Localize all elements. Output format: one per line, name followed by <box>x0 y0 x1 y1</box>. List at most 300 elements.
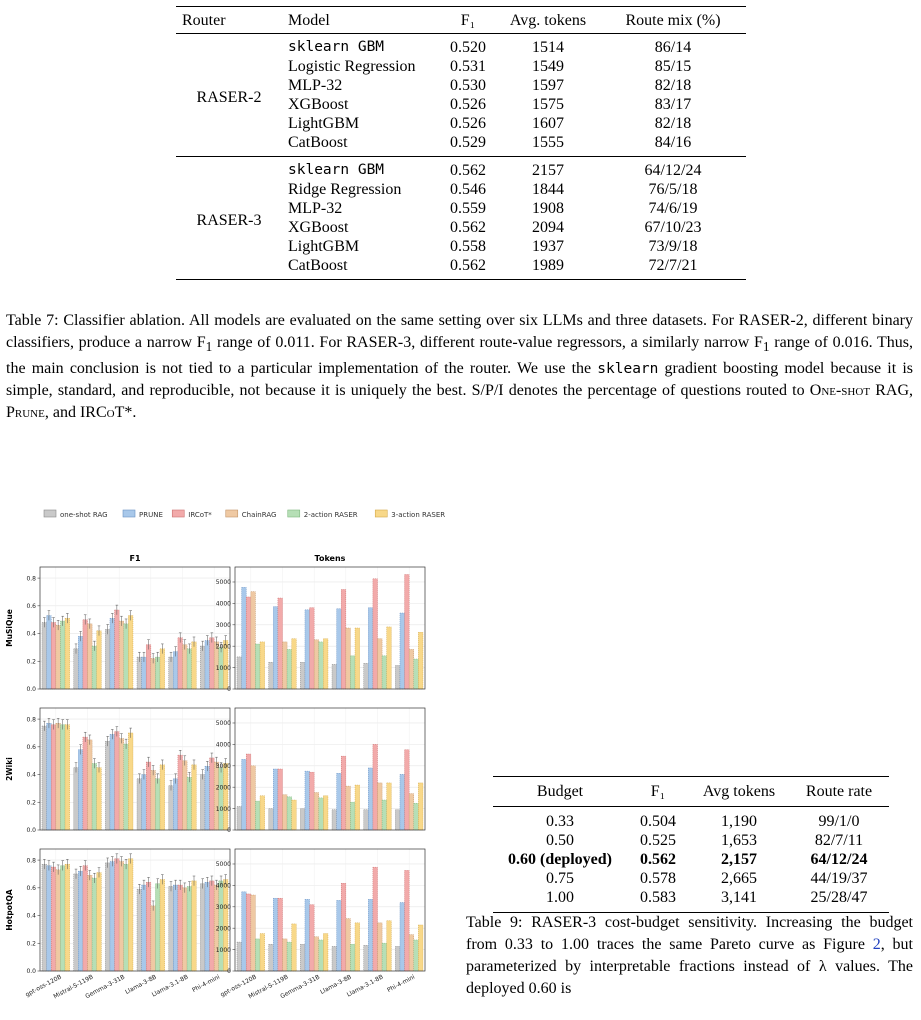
bar <box>283 642 288 689</box>
bar <box>305 771 310 830</box>
y-tick-label: 2000 <box>215 925 231 933</box>
bar <box>409 794 414 830</box>
table7-header-model: Model <box>288 12 330 29</box>
bar <box>323 934 328 971</box>
bar <box>115 610 120 689</box>
bar <box>273 607 278 689</box>
bar <box>414 659 419 689</box>
bar <box>319 798 324 830</box>
bar <box>237 942 242 971</box>
subscript: 1 <box>762 339 770 355</box>
bar <box>260 642 265 689</box>
bar <box>92 763 97 830</box>
tokens-value: 2157 <box>532 162 564 179</box>
bar <box>78 750 83 830</box>
route-mix-value: 64/12/24 <box>644 162 702 179</box>
bar <box>269 662 274 689</box>
bar <box>387 627 392 689</box>
tokens-value: 2,665 <box>721 870 757 887</box>
method-name: IRCoT <box>79 404 125 422</box>
model-name: Ridge Regression <box>288 181 402 198</box>
bar <box>97 873 102 971</box>
bar <box>214 762 219 830</box>
bar <box>242 587 247 689</box>
bar <box>387 921 392 971</box>
bar <box>146 645 151 689</box>
bar <box>382 800 387 830</box>
caption-text: range of <box>212 334 276 351</box>
bar <box>355 785 360 830</box>
caption-text: , and <box>44 404 80 422</box>
router-label: RASER-2 <box>196 88 262 106</box>
y-tick-label: 0.0 <box>26 827 36 835</box>
bar <box>60 866 65 971</box>
bar <box>305 610 310 689</box>
model-name: Logistic Regression <box>288 58 416 75</box>
bar <box>409 649 414 689</box>
table9-header-f1: F₁ <box>650 783 666 800</box>
caption-number: 1.00 <box>561 936 589 953</box>
bar <box>292 800 297 830</box>
caption-text: RAG, <box>870 382 913 400</box>
y-tick-label: 2000 <box>215 643 231 651</box>
table-row <box>176 157 746 181</box>
bar <box>105 629 110 689</box>
bar <box>178 638 183 689</box>
bar <box>128 733 133 830</box>
table-row <box>493 831 889 850</box>
bar <box>119 861 124 971</box>
y-tick-label: 1000 <box>215 805 231 813</box>
route-mix-value: 83/17 <box>654 96 692 113</box>
table-row <box>493 807 889 832</box>
f1-value: 0.525 <box>640 832 676 849</box>
table9-caption <box>466 912 913 1000</box>
y-tick-label: 2000 <box>215 784 231 792</box>
f1-value: 0.558 <box>450 238 486 255</box>
row-label: 2Wiki <box>5 757 14 781</box>
tokens-value: 1597 <box>532 77 564 94</box>
bar <box>78 871 83 971</box>
method-name: One-shot <box>809 382 871 400</box>
y-tick-label: 4000 <box>215 741 231 749</box>
x-tick-label: Llama-3-8B <box>319 973 353 996</box>
tokens-value: 1,190 <box>721 813 757 830</box>
bar <box>251 592 256 689</box>
bar <box>187 649 192 689</box>
router-label: RASER-3 <box>196 211 262 229</box>
bar <box>183 645 188 689</box>
bar <box>173 652 178 689</box>
bar <box>88 740 93 830</box>
bar <box>310 608 315 689</box>
bar <box>382 656 387 689</box>
bar <box>346 919 351 971</box>
bar <box>142 885 147 971</box>
x-tick-label: gpt-oss-120B <box>24 973 63 999</box>
table9-header-tokens: Avg tokens <box>702 783 776 800</box>
x-tick-label: Phi-4-mini <box>191 973 222 994</box>
model-name: CatBoost <box>288 134 348 151</box>
table7-header-row <box>176 7 746 34</box>
route-mix-value: 85/15 <box>654 58 692 75</box>
bar <box>287 797 292 830</box>
bar <box>355 628 360 689</box>
f1-value: 0.520 <box>450 39 486 56</box>
bar <box>246 754 251 830</box>
legend-label: 2-action RASER <box>303 511 358 519</box>
bar <box>210 881 215 971</box>
bar <box>200 884 205 971</box>
x-tick-label: Llama-3.1-8B <box>345 973 385 999</box>
bar <box>405 750 410 830</box>
budget-value: 0.50 <box>546 832 574 849</box>
bar <box>74 874 79 971</box>
y-tick-label: 0.8 <box>26 857 36 865</box>
bar <box>128 616 133 689</box>
bar <box>323 639 328 689</box>
x-tick-label: Phi-4-mini <box>386 973 417 994</box>
table9-header-route-rate: Route rate <box>805 783 873 800</box>
bar <box>418 783 423 830</box>
y-tick-label: 0.8 <box>26 575 36 583</box>
y-tick-label: 1000 <box>215 664 231 672</box>
f1-value: 0.531 <box>450 58 486 75</box>
bar <box>56 723 61 830</box>
bar <box>187 886 192 971</box>
route-rate-value: 64/12/24 <box>810 851 868 868</box>
method-name: Prune <box>6 404 45 422</box>
bar <box>269 944 274 971</box>
table-row-deployed <box>493 850 889 869</box>
f1-value: 0.562 <box>450 162 486 179</box>
f1-value: 0.546 <box>450 181 486 198</box>
caption-text: , but parameterized by interpretable fractions instead of λ values. The deployed <box>466 936 913 997</box>
bar <box>83 866 88 971</box>
caption-text: traces the same Pareto curve as Figure <box>589 936 873 953</box>
bar <box>169 786 174 830</box>
bar <box>110 861 115 971</box>
route-mix-value: 76/5/18 <box>648 181 698 198</box>
bar <box>187 777 192 830</box>
bar-chart-figure <box>0 500 460 1020</box>
y-tick-label: 0.6 <box>26 885 36 893</box>
table7-header-tokens: Avg. tokens <box>509 12 587 29</box>
route-rate-value: 44/19/37 <box>810 870 868 887</box>
bar <box>341 756 346 830</box>
bar <box>137 889 142 971</box>
legend-label: 3-action RASER <box>391 511 446 519</box>
bar <box>305 899 310 971</box>
bar <box>56 870 61 971</box>
bar <box>287 942 292 971</box>
bar <box>74 768 79 830</box>
bar <box>65 864 70 971</box>
bar <box>115 732 120 830</box>
bar <box>200 646 205 689</box>
bar <box>183 888 188 971</box>
bar <box>382 943 387 971</box>
bar <box>387 783 392 830</box>
tokens-value: 2,157 <box>721 851 757 868</box>
bar <box>60 725 65 830</box>
bar <box>246 894 251 971</box>
model-name: XGBoost <box>288 219 349 236</box>
y-tick-label: 0 <box>227 686 231 694</box>
bar <box>332 946 337 971</box>
bar <box>219 768 224 830</box>
bar <box>400 774 405 830</box>
bar <box>350 656 355 689</box>
route-rate-value: 25/28/47 <box>810 889 868 906</box>
bar <box>292 924 297 971</box>
f1-value: 0.504 <box>640 813 676 830</box>
bar <box>192 765 197 830</box>
bar <box>110 734 115 830</box>
caption-number: 0.016 <box>832 334 869 351</box>
bar <box>42 726 47 830</box>
y-tick-label: 0.4 <box>26 771 36 779</box>
y-tick-label: 0.4 <box>26 630 36 638</box>
budget-value: 1.00 <box>546 889 574 906</box>
f1-value: 0.526 <box>450 115 486 132</box>
bar <box>255 644 260 689</box>
bar <box>151 770 156 830</box>
table7-header-route-mix: Route mix (%) <box>625 12 721 29</box>
bar <box>155 779 160 830</box>
bar <box>337 900 342 971</box>
tokens-panel <box>216 849 425 1000</box>
bar <box>283 939 288 971</box>
y-tick-label: 0.6 <box>26 603 36 611</box>
bar <box>51 725 56 830</box>
row-label: MuSiQue <box>5 609 14 647</box>
bar <box>178 885 183 971</box>
bar <box>210 638 215 689</box>
bar <box>373 579 378 689</box>
bar <box>47 723 52 830</box>
bar <box>237 657 242 689</box>
bar <box>183 761 188 830</box>
bar <box>246 597 251 689</box>
bar <box>346 628 351 689</box>
bar <box>105 863 110 971</box>
y-tick-label: 3000 <box>215 762 231 770</box>
bar <box>74 649 79 689</box>
bar <box>137 779 142 830</box>
tokens-value: 1607 <box>532 115 564 132</box>
table9-header-row <box>493 777 889 807</box>
bar <box>418 632 423 689</box>
y-tick-label: 4000 <box>215 600 231 608</box>
legend-swatch <box>375 510 387 517</box>
bar <box>350 944 355 971</box>
bar <box>332 664 337 689</box>
bar <box>205 640 210 689</box>
budget-sensitivity-table <box>493 776 889 913</box>
bar <box>278 898 283 971</box>
bar <box>287 649 292 689</box>
legend-swatch <box>288 510 300 517</box>
bar <box>146 882 151 971</box>
subscript: 1 <box>205 339 213 355</box>
figure-reference-link[interactable]: 2 <box>872 936 881 953</box>
tokens-value: 1575 <box>532 96 564 113</box>
bar <box>160 765 165 830</box>
bar <box>373 744 378 830</box>
bar <box>292 639 297 689</box>
bar <box>151 906 156 971</box>
y-tick-label: 3000 <box>215 903 231 911</box>
table7-group-raser3 <box>176 157 746 280</box>
bar <box>92 646 97 689</box>
column-title: F1 <box>129 554 141 563</box>
bar <box>332 810 337 830</box>
bar <box>146 762 151 830</box>
y-tick-label: 0.2 <box>26 940 36 948</box>
bar <box>178 755 183 830</box>
bar <box>395 665 400 689</box>
bar <box>314 793 319 830</box>
budget-value: 0.33 <box>546 813 574 830</box>
f1-value: 0.530 <box>450 77 486 94</box>
caption-text: . For RASER-3, different route-value regressors, a similarly narrow F <box>310 334 763 351</box>
bar <box>65 618 70 689</box>
bar <box>124 744 129 830</box>
bar <box>205 882 210 971</box>
table7-caption <box>6 310 913 424</box>
route-mix-value: 82/18 <box>654 115 692 132</box>
bar <box>42 864 47 971</box>
bar <box>255 939 260 971</box>
y-tick-label: 0.2 <box>26 799 36 807</box>
row-label: HotpotQA <box>5 889 14 931</box>
bar <box>173 885 178 971</box>
bar <box>405 574 410 689</box>
x-tick-label: Mistral-S-119B <box>247 973 290 1001</box>
table9-header-budget: Budget <box>536 783 584 800</box>
bar <box>51 622 56 689</box>
bar <box>192 881 197 971</box>
bar <box>192 642 197 689</box>
budget-value: 0.75 <box>546 870 574 887</box>
bar <box>273 769 278 830</box>
caption-code: sklearn <box>597 361 659 378</box>
route-mix-value: 74/6/19 <box>648 200 698 217</box>
bar <box>47 866 52 971</box>
bar <box>314 640 319 689</box>
y-tick-label: 5000 <box>215 579 231 587</box>
route-mix-value: 84/16 <box>654 134 692 151</box>
f1-panel <box>26 567 230 693</box>
tokens-value: 1555 <box>532 134 564 151</box>
tokens-value: 3,141 <box>721 889 757 906</box>
bar <box>88 875 93 971</box>
bar <box>78 636 83 689</box>
x-tick-label: Llama-3-8B <box>124 973 158 996</box>
bar <box>409 935 414 971</box>
x-tick-label: Llama-3.1-8B <box>150 973 190 999</box>
column-title: Tokens <box>314 554 346 563</box>
route-mix-value: 86/14 <box>654 39 692 56</box>
bar <box>395 810 400 830</box>
bar <box>88 624 93 689</box>
bar <box>414 803 419 830</box>
tokens-value: 1514 <box>532 39 564 56</box>
route-mix-value: 72/7/21 <box>648 257 698 274</box>
bar <box>278 598 283 689</box>
bar <box>83 737 88 830</box>
bar <box>60 621 65 689</box>
tokens-value: 1937 <box>532 238 564 255</box>
legend-label: ChainRAG <box>241 511 277 519</box>
legend-swatch <box>123 510 135 517</box>
tokens-value: 1844 <box>532 181 564 198</box>
bar <box>310 905 315 971</box>
bar <box>173 779 178 830</box>
bar <box>42 622 47 689</box>
model-name: LightGBM <box>288 115 360 132</box>
f1-value: 0.562 <box>640 851 676 868</box>
f1-value: 0.526 <box>450 96 486 113</box>
bar <box>142 775 147 830</box>
model-name: CatBoost <box>288 257 348 274</box>
table-row <box>493 869 889 888</box>
caption-text: Table 9: RASER-3 cost-budget sensitivity. Increasing the budget from <box>466 914 913 953</box>
model-name: MLP-32 <box>288 200 343 217</box>
bar <box>341 589 346 689</box>
bar <box>124 864 129 971</box>
bar <box>119 739 124 831</box>
bar <box>251 766 256 830</box>
bar <box>56 625 61 689</box>
bar <box>119 621 124 689</box>
table-row <box>176 34 746 58</box>
bar <box>278 769 283 830</box>
legend-swatch <box>172 510 184 517</box>
bar <box>51 867 56 971</box>
caption-text: to <box>532 936 561 953</box>
tokens-value: 2094 <box>532 219 564 236</box>
legend-swatch <box>44 510 56 517</box>
bar <box>210 758 215 830</box>
route-rate-value: 99/1/0 <box>818 813 860 830</box>
x-tick-label: Gemma-3-31B <box>84 973 127 1001</box>
f1-panel <box>26 708 230 834</box>
bar <box>47 616 52 689</box>
legend-swatch <box>226 510 238 517</box>
bar <box>414 940 419 971</box>
bar <box>378 783 383 830</box>
bar <box>92 878 97 971</box>
y-tick-label: 0.4 <box>26 912 36 920</box>
bar <box>400 903 405 971</box>
bar <box>255 801 260 830</box>
chart-legend <box>44 510 445 519</box>
bar <box>105 741 110 830</box>
bar <box>364 663 369 689</box>
model-name: sklearn GBM <box>288 162 385 178</box>
bar <box>310 772 315 830</box>
y-tick-label: 5000 <box>215 861 231 869</box>
f1-value: 0.562 <box>450 219 486 236</box>
legend-label: one-shot RAG <box>60 511 108 519</box>
bar <box>283 795 288 830</box>
table-row <box>493 888 889 913</box>
bar <box>364 945 369 971</box>
f1-value: 0.559 <box>450 200 486 217</box>
f1-value: 0.583 <box>640 889 676 906</box>
